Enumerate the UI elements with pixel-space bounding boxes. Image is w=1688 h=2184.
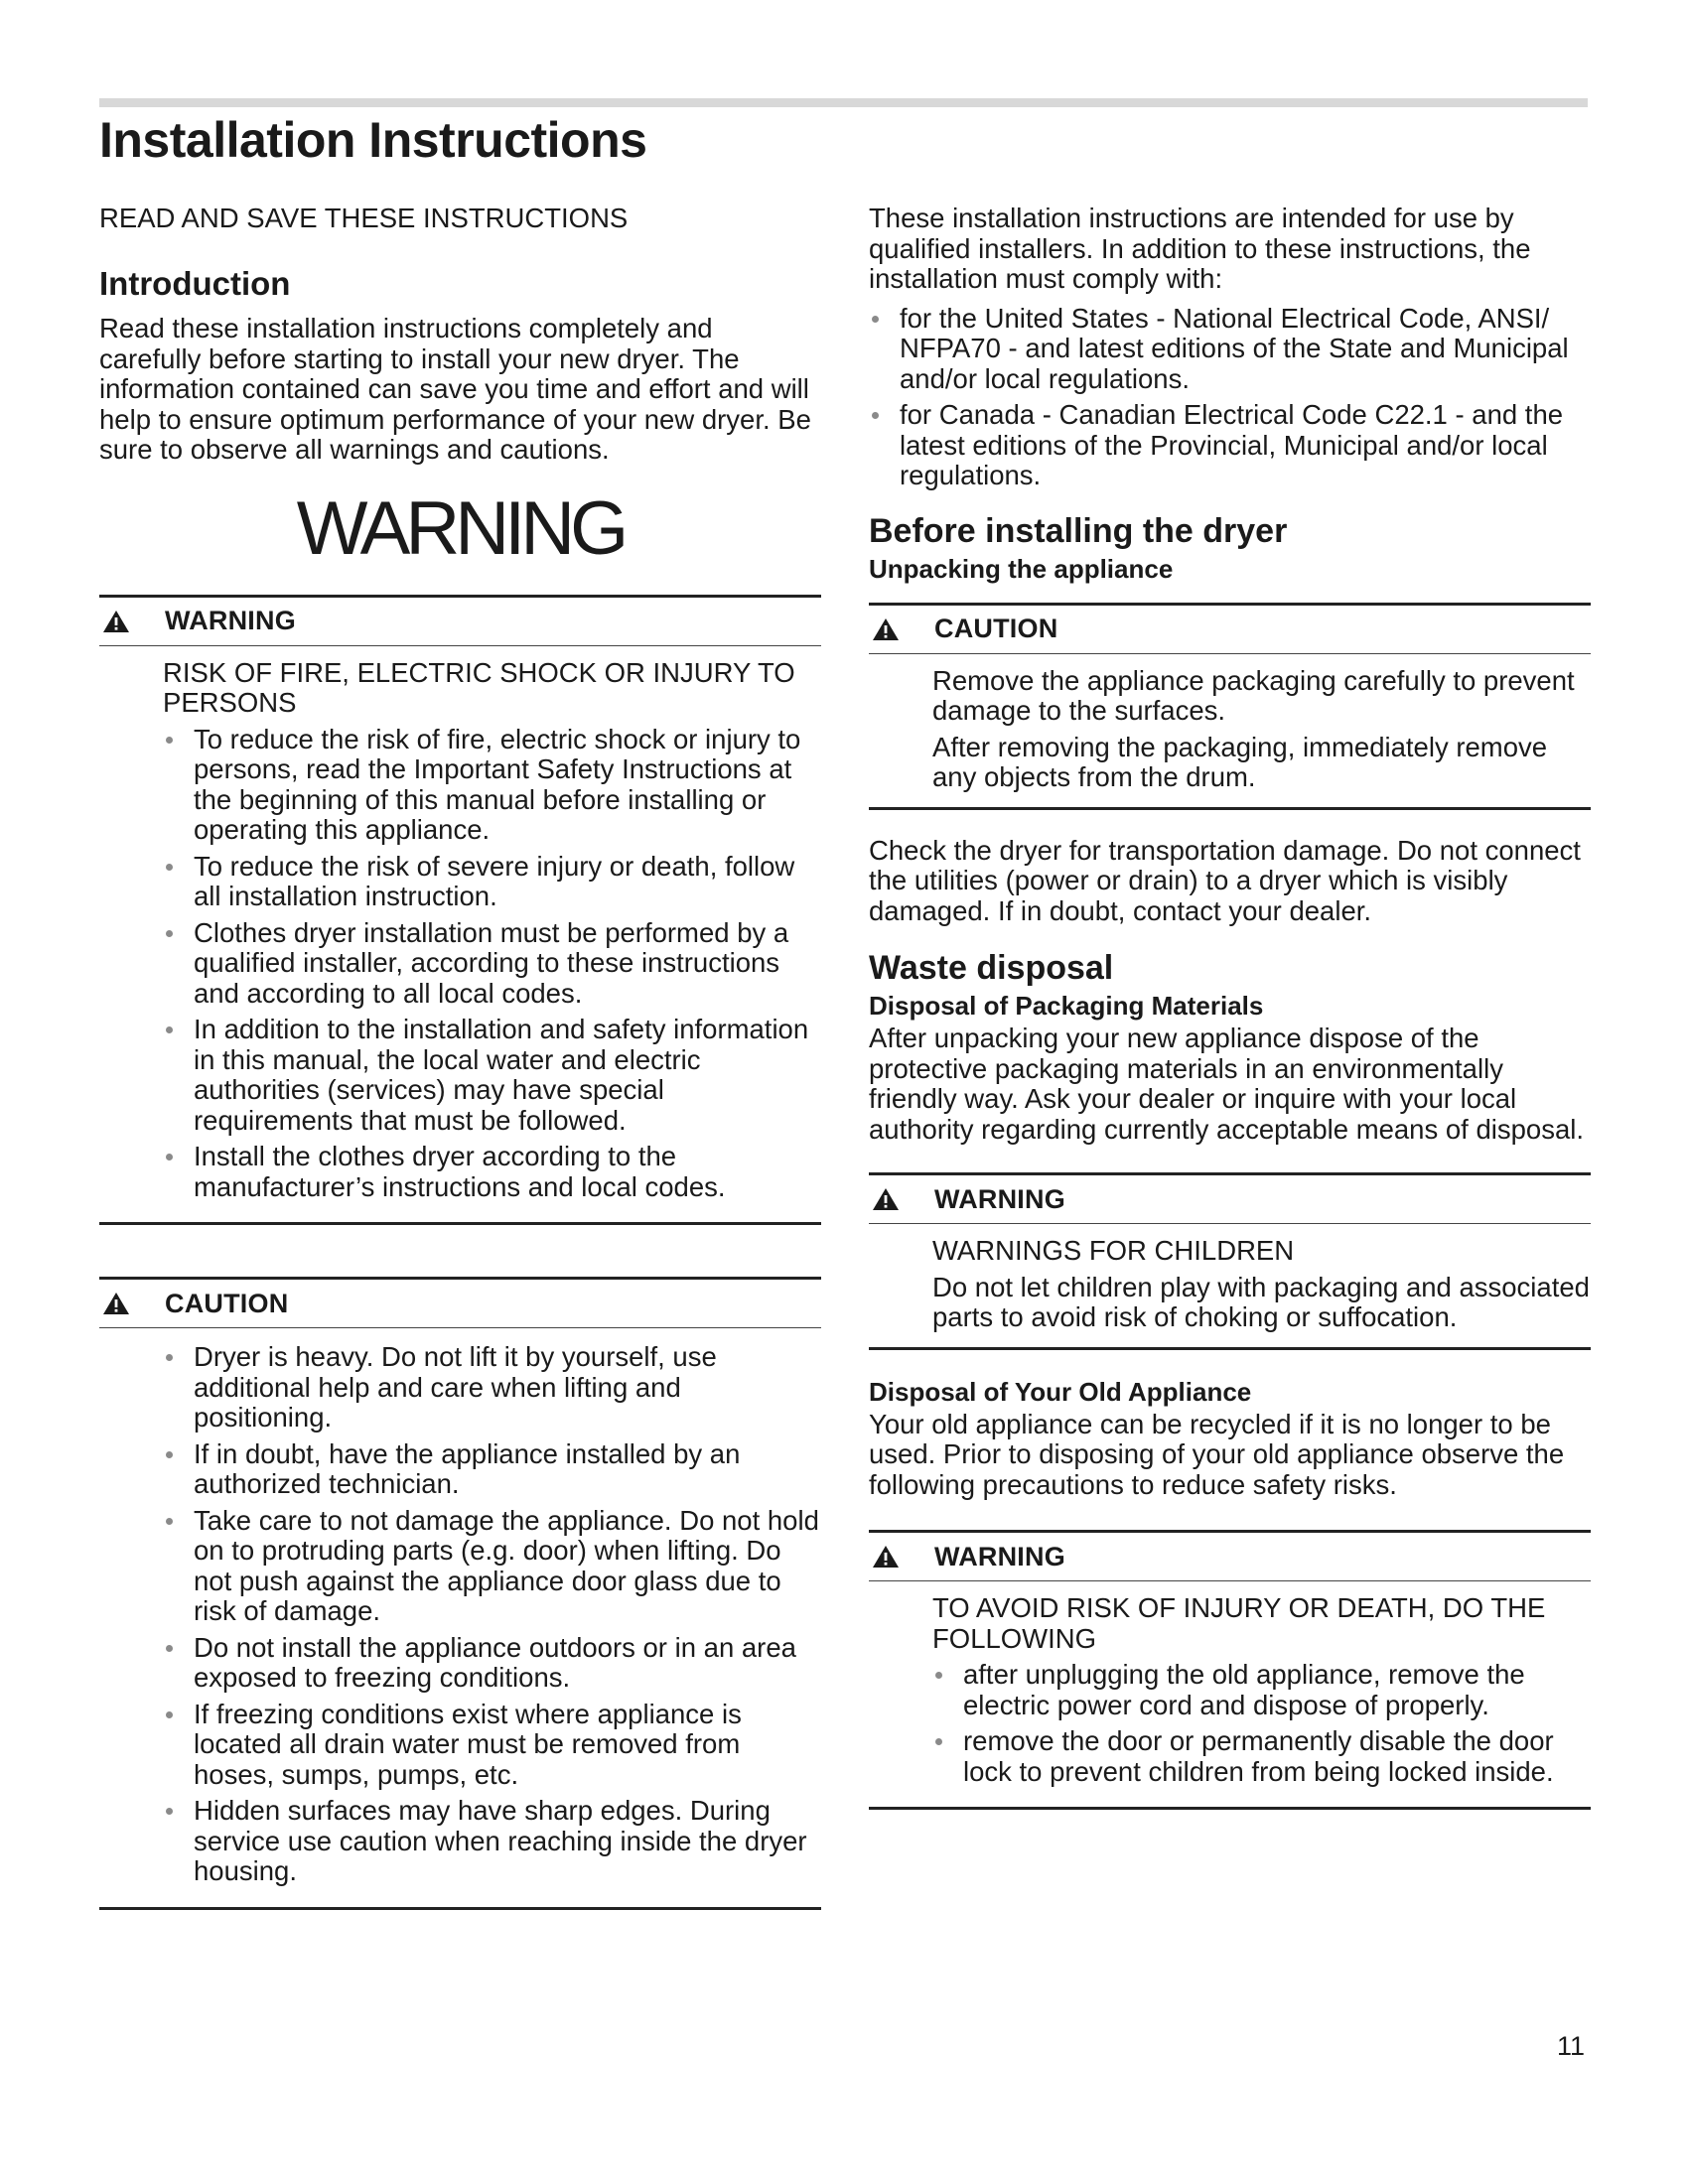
- list-item: To reduce the risk of severe injury or death, follow all installation instruction.: [163, 852, 821, 912]
- unpacking-caution-body: [869, 654, 1591, 807]
- children-warning-subtitle: WARNINGS FOR CHILDREN: [932, 1235, 1295, 1266]
- top-rule: [99, 98, 1588, 107]
- children-warning-text: Do not let children play with packaging and associated parts to avoid risk of choking or suffocation.: [932, 1271, 1590, 1332]
- warning-triangle-icon: [99, 598, 165, 645]
- page-title: Installation Instructions: [99, 112, 647, 168]
- waste-disposal-heading: Waste disposal: [869, 949, 1114, 987]
- caution-notice-header: [99, 1280, 821, 1328]
- list-item: If in doubt, have the appliance installed by an authorized technician.: [163, 1439, 821, 1500]
- list-item: for Canada - Canadian Electrical Code C22.1 - and the latest editions of the Provincial, Municipal and/or local regulations.: [869, 400, 1591, 491]
- list-item: Dryer is heavy. Do not lift it by yourself, use additional help and care when lifting and positioning.: [163, 1342, 821, 1433]
- list-item: To reduce the risk of fire, electric shock or injury to persons, read the Important Safety Instructions at the beginning of this manual before installing or operating this appliance.: [163, 725, 821, 846]
- old-appliance-heading: Disposal of Your Old Appliance: [869, 1376, 1252, 1407]
- caution-notice-label: CAUTION: [165, 1288, 289, 1318]
- warning-triangle-icon: [869, 606, 934, 653]
- intended-use-text: These installation instructions are intended for use by qualified installers. In addition to these instructions, the installation must comply with:: [869, 203, 1531, 294]
- page-number: 11: [1557, 2031, 1586, 2061]
- big-warning-heading: WARNING: [296, 485, 625, 571]
- old-appliance-warning-notice: [869, 1530, 1591, 1810]
- introduction-text: Read these installation instructions completely and carefully before starting to install your new dryer. The information contained can save you time and effort and will help to ensure optimum performance of your new dryer. Be sure to observe all warnings and cautions.: [99, 313, 811, 465]
- unpacking-caution-label: CAUTION: [934, 614, 1058, 643]
- list-item: after unplugging the old appliance, remove the electric power cord and dispose of properly.: [932, 1660, 1591, 1720]
- list-item: remove the door or permanently disable the door lock to prevent children from being locked inside.: [932, 1726, 1591, 1787]
- old-appliance-text: Your old appliance can be recycled if it is no longer to be used. Prior to disposing of your old appliance observe the following precautions to reduce safety risks.: [869, 1408, 1565, 1500]
- caution-notice-body: [99, 1328, 821, 1907]
- introduction-heading: Introduction: [99, 265, 291, 302]
- warning-notice-body: [99, 646, 821, 1223]
- caution-notice: [99, 1277, 821, 1910]
- warning-notice-subtitle: RISK OF FIRE, ELECTRIC SHOCK OR INJURY TO PERSONS: [163, 656, 795, 718]
- warning-notice-header: [99, 598, 821, 646]
- children-warning-body: [869, 1224, 1591, 1347]
- unpacking-caution-line: Remove the appliance packaging carefully to prevent damage to the surfaces.: [932, 664, 1575, 726]
- left-column: [99, 204, 821, 1910]
- children-warning-label: WARNING: [934, 1183, 1065, 1214]
- unpacking-caution-notice: [869, 603, 1591, 810]
- unpacking-heading: Unpacking the appliance: [869, 553, 1174, 584]
- list-item: Do not install the appliance outdoors or in an area exposed to freezing conditions.: [163, 1633, 821, 1694]
- before-installing-heading: Before installing the dryer: [869, 511, 1288, 550]
- list-item: If freezing conditions exist where appliance is located all drain water must be removed from hoses, sumps, pumps, etc.: [163, 1700, 821, 1791]
- unpacking-caution-line: After removing the packaging, immediately remove any objects from the drum.: [932, 731, 1548, 792]
- transport-damage-text: Check the dryer for transportation damage. Do not connect the utilities (power or drain) to a dryer which is visibly damaged. If in doubt, contact your dealer.: [869, 834, 1581, 926]
- old-appliance-warning-subtitle: TO AVOID RISK OF INJURY OR DEATH, DO THE FOLLOWING: [932, 1592, 1546, 1654]
- list-item: Clothes dryer installation must be performed by a qualified installer, according to these instructions and according to all local codes.: [163, 918, 821, 1010]
- caution-notice-list: [163, 1342, 821, 1887]
- warning-notice: [99, 595, 821, 1226]
- packaging-disposal-text: After unpacking your new appliance dispose of the protective packaging materials in an environmentally friendly way. Ask your dealer or inquire with your local authority regarding currently acceptable means of disposal.: [869, 1023, 1584, 1145]
- right-column: [869, 204, 1591, 1810]
- children-warning-header: [869, 1175, 1591, 1224]
- compliance-list: [869, 304, 1591, 491]
- read-save-line: READ AND SAVE THESE INSTRUCTIONS: [99, 203, 629, 233]
- warning-triangle-icon: [869, 1175, 934, 1223]
- old-appliance-warning-list: [932, 1660, 1591, 1787]
- warning-notice-list: [163, 725, 821, 1203]
- packaging-disposal-heading: Disposal of Packaging Materials: [869, 991, 1264, 1021]
- list-item: Take care to not damage the appliance. Do not hold on to protruding parts (e.g. door) when lifting. Do not push against the appliance door glass due to risk of damage.: [163, 1506, 821, 1627]
- list-item: for the United States - National Electrical Code, ANSI/ NFPA70 - and latest editions of the State and Municipal and/or local regulations.: [869, 304, 1591, 395]
- list-item: Install the clothes dryer according to the manufacturer’s instructions and local codes.: [163, 1142, 821, 1202]
- unpacking-caution-header: [869, 606, 1591, 654]
- warning-notice-label: WARNING: [165, 606, 296, 635]
- list-item: In addition to the installation and safety information in this manual, the local water and electric authorities (services) may have special requirements that must be followed.: [163, 1015, 821, 1136]
- warning-triangle-icon: [99, 1280, 165, 1327]
- old-appliance-warning-label: WARNING: [934, 1541, 1065, 1571]
- warning-triangle-icon: [869, 1533, 934, 1580]
- children-warning-notice: [869, 1172, 1591, 1350]
- old-appliance-warning-header: [869, 1533, 1591, 1581]
- old-appliance-warning-body: [869, 1581, 1591, 1807]
- list-item: Hidden surfaces may have sharp edges. During service use caution when reaching inside the dryer housing.: [163, 1796, 821, 1887]
